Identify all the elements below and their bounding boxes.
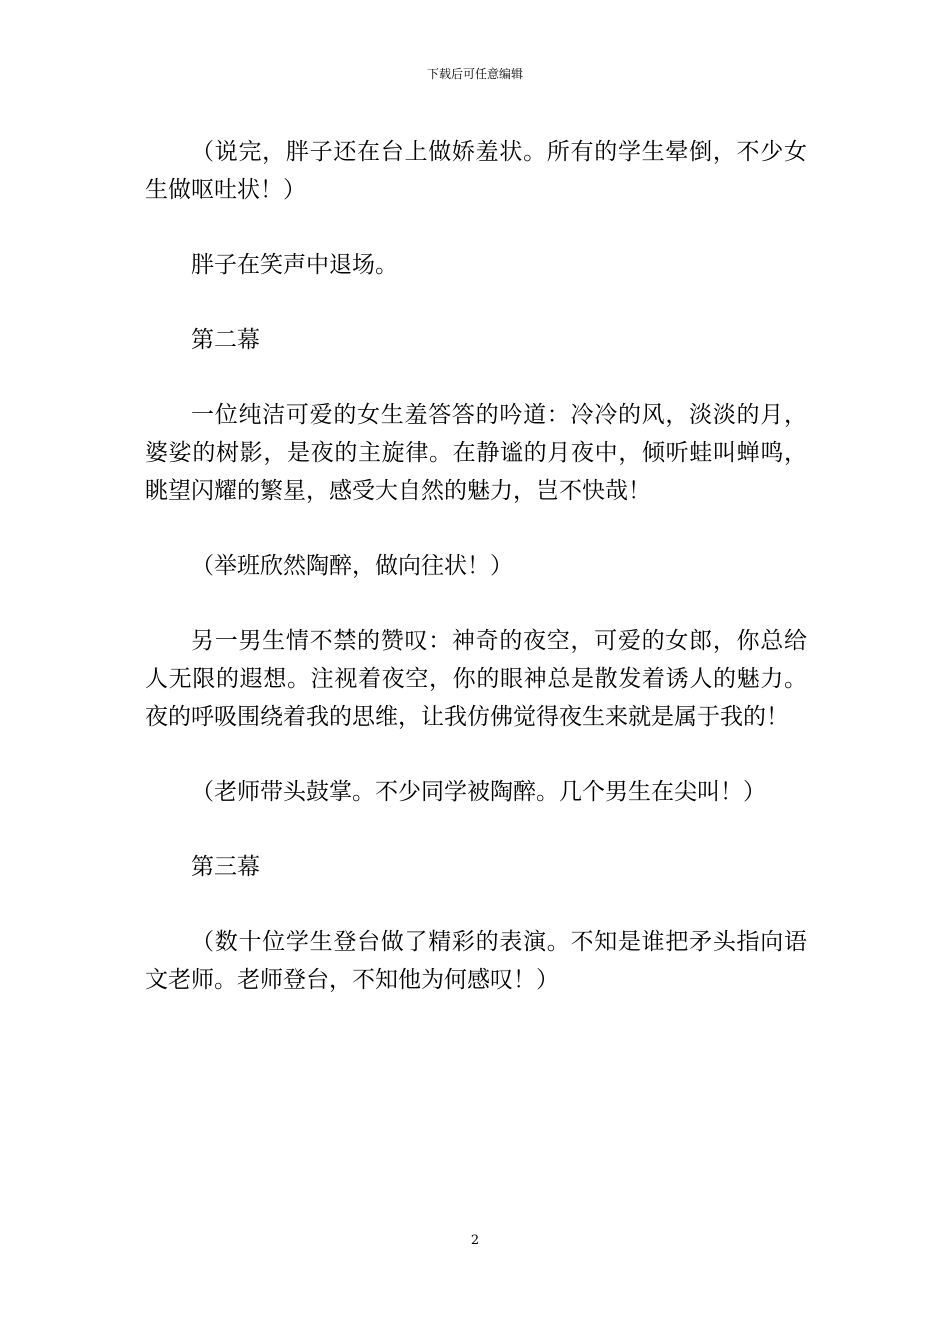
scene-heading-2: 第二幕 bbox=[191, 327, 260, 353]
paragraph-4: （举班欣然陶醉，做向往状！） bbox=[191, 553, 513, 579]
page-number: 2 bbox=[470, 1233, 480, 1248]
page-header: 下载后可任意编辑 bbox=[426, 67, 523, 81]
scene-heading-3: 第三幕 bbox=[191, 854, 260, 880]
paragraph-7: （数十位学生登台做了精彩的表演。不知是谁把矛头指向语文老师。老师登台，不知他为何感叹！） bbox=[145, 929, 807, 993]
paragraph-1: （说完，胖子还在台上做娇羞状。所有的学生晕倒，不少女生做呕吐状！） bbox=[145, 139, 807, 203]
paragraph-6: （老师带头鼓掌。不少同学被陶醉。几个男生在尖叫！） bbox=[191, 779, 766, 805]
document-body bbox=[145, 133, 807, 1036]
paragraph-3: 一位纯洁可爱的女生羞答答的吟道：冷冷的风，淡淡的月，婆娑的树影，是夜的主旋律。在静谧的月夜中，倾听蛙叫蝉鸣，眺望闪耀的繁星，感受大自然的魅力，岂不快哉！ bbox=[145, 402, 807, 504]
paragraph-5: 另一男生情不禁的赞叹：神奇的夜空，可爱的女郎，你总给人无限的遐想。注视着夜空，你的眼神总是散发着诱人的魅力。夜的呼吸围绕着我的思维，让我仿佛觉得夜生来就是属于我的！ bbox=[145, 628, 807, 730]
paragraph-2: 胖子在笑声中退场。 bbox=[191, 252, 398, 278]
